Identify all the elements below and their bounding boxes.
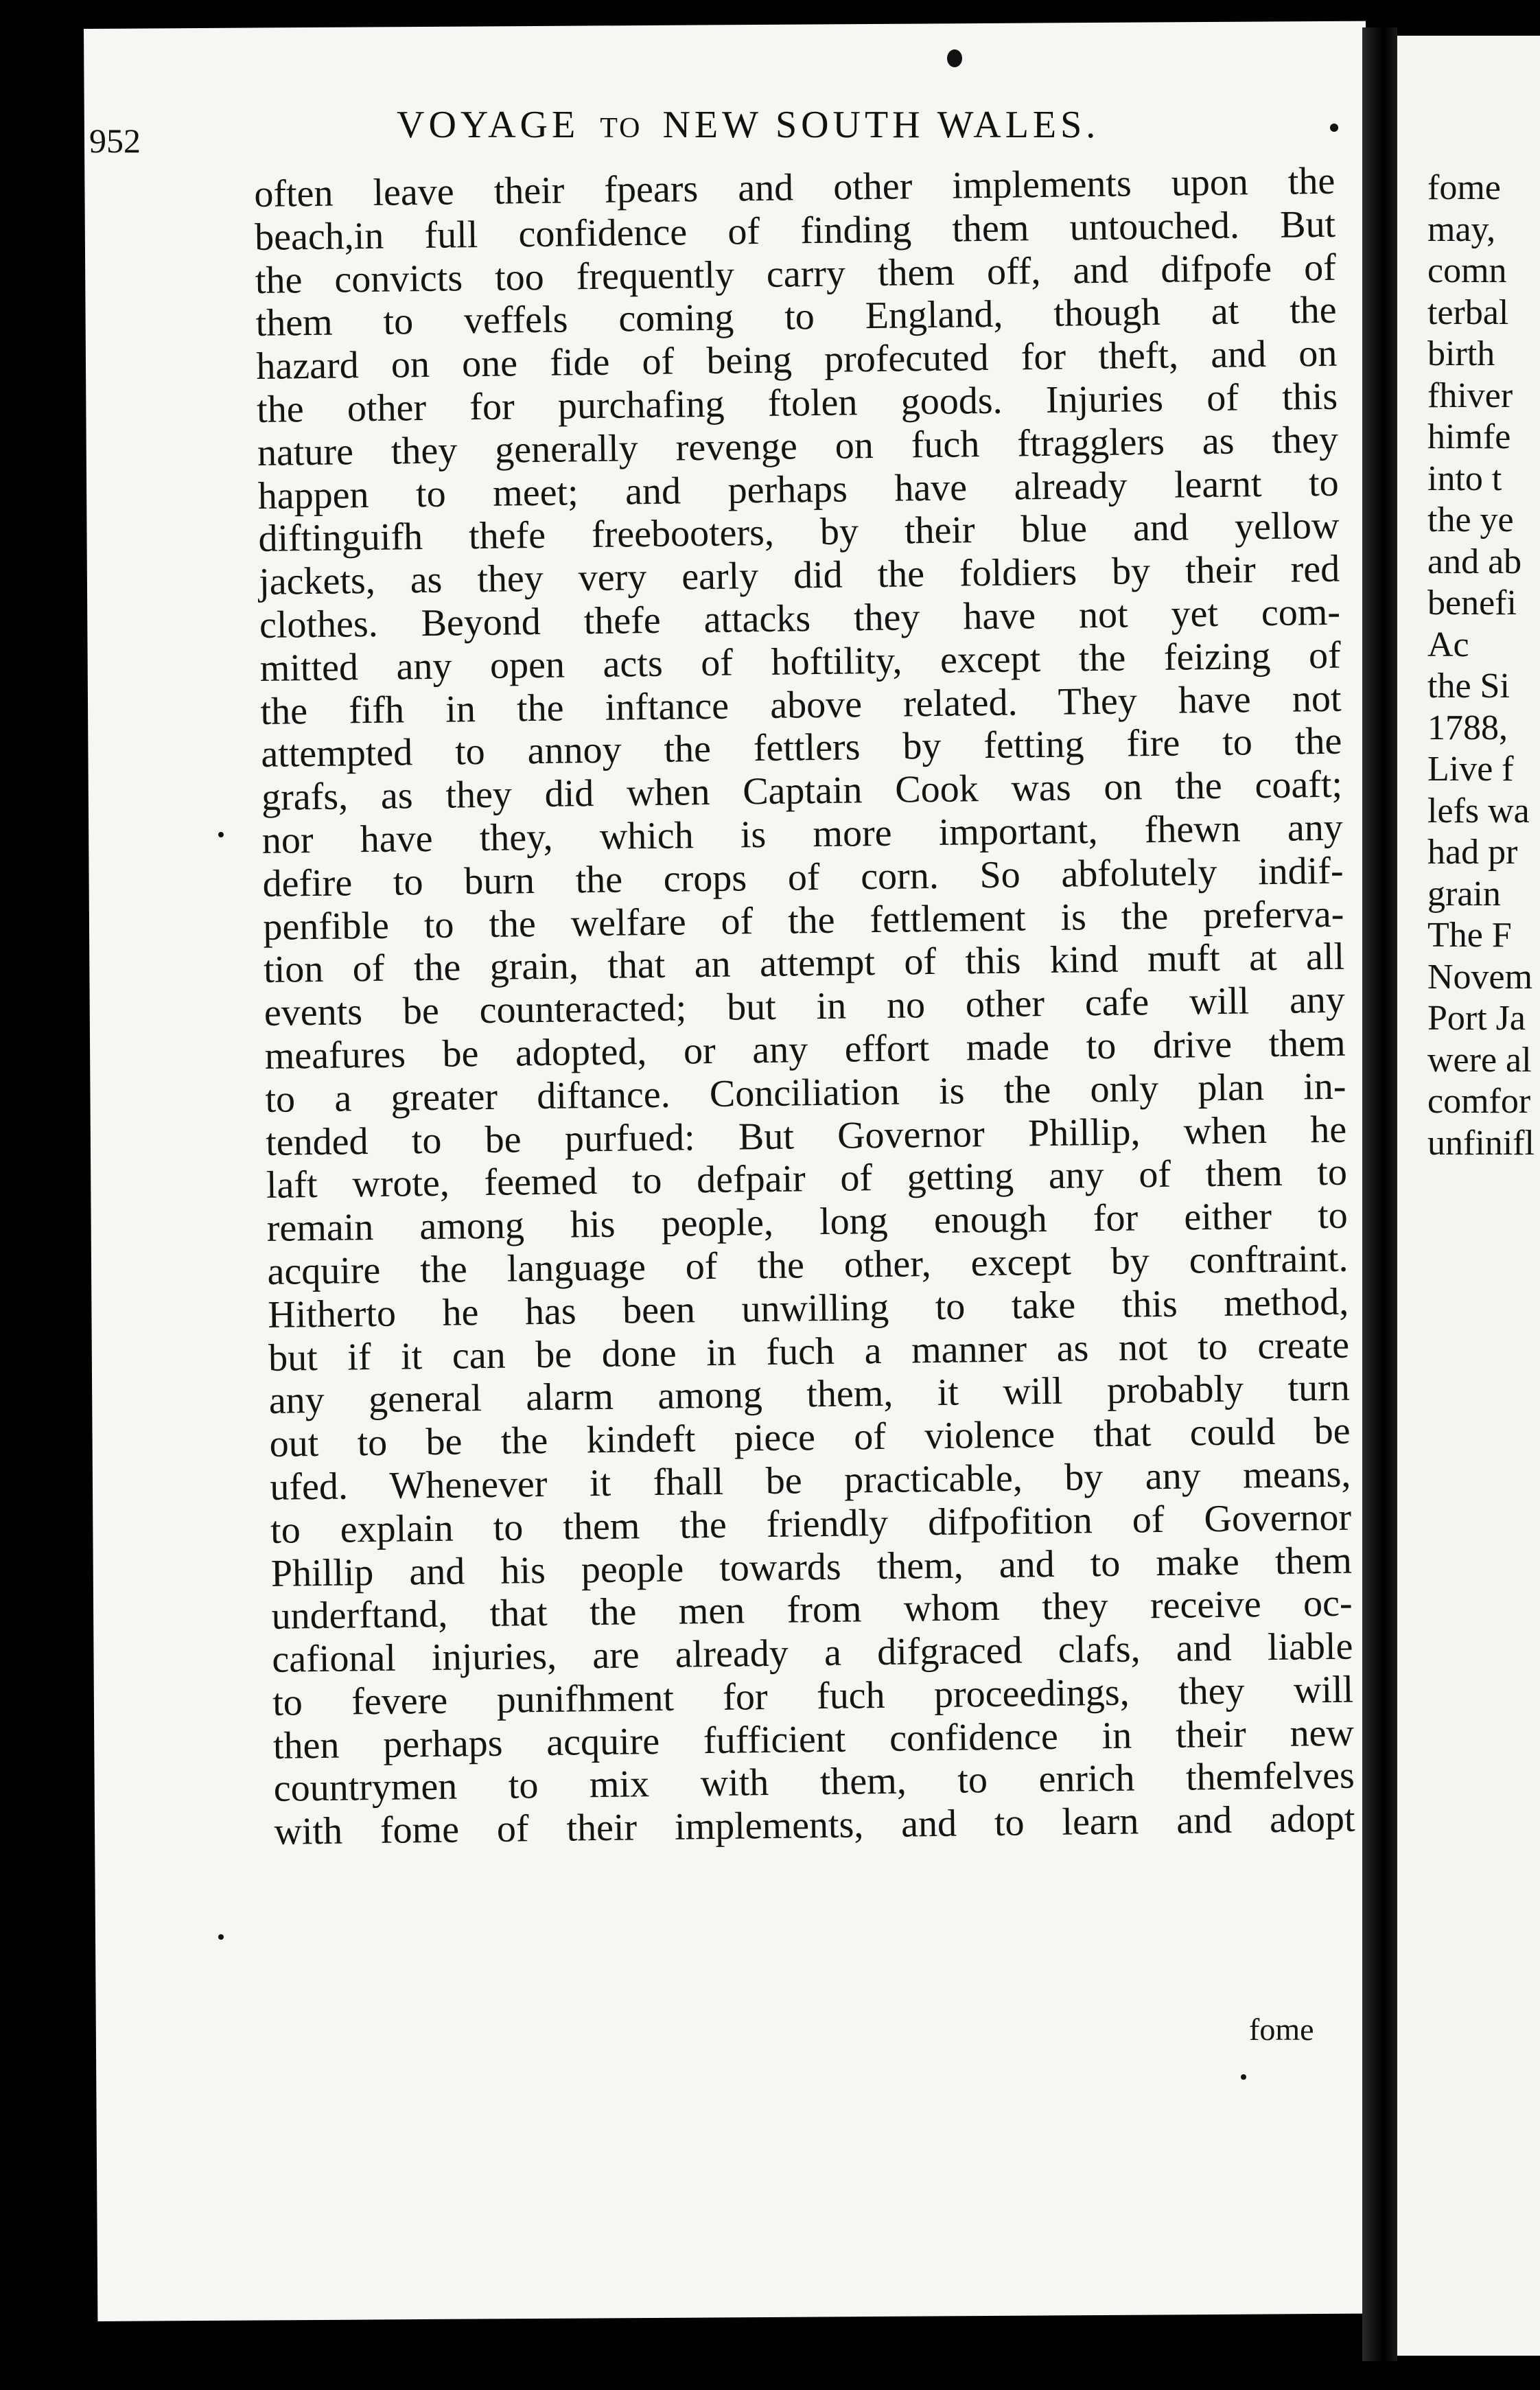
text-line: happen to meet; and perhaps have already learnt to (257, 461, 1340, 518)
text-line: to explain to them the friendly difpofition of Governor (270, 1496, 1352, 1552)
text-line: may, (1427, 209, 1496, 249)
gutter-shadow (1362, 27, 1397, 2361)
text-line: tended to be purfued: But Governor Phillip, when he (265, 1108, 1347, 1164)
ink-speck (1330, 124, 1338, 132)
text-line: were al (1427, 1040, 1532, 1080)
ink-speck (947, 49, 962, 67)
text-line: often leave their fpears and other implements upon the (254, 159, 1335, 216)
body-text (254, 159, 1373, 1853)
ink-speck (218, 832, 224, 837)
text-line: then perhaps acquire fufficient confidence in their new (272, 1711, 1355, 1767)
text-line: Live f (1427, 750, 1514, 789)
text-line: the convicts too frequently carry them off, and difpofe of (255, 246, 1337, 302)
text-line: nor have they, which is more important, fhewn any (261, 806, 1344, 862)
text-line: jackets, as they very early did the foldiers by their red (258, 547, 1340, 604)
text-line: fome (1427, 168, 1501, 207)
text-line: to fevere punifhment for fuch proceedings, they will (272, 1668, 1354, 1724)
running-head-part: TO (600, 113, 642, 144)
text-line: events be counteracted; but in no other cafe will any (264, 978, 1346, 1035)
text-line: any general alarm among them, it will probably turn (268, 1366, 1351, 1423)
text-line: comn (1427, 251, 1507, 290)
text-line: penfible to the welfare of the fettlement is the preferva- (263, 892, 1344, 949)
text-line: mitted any open acts of hoftility, except the feizing of (259, 634, 1342, 690)
text-line: to a greater diftance. Conciliation is the only plan in- (265, 1065, 1346, 1121)
text-line: himfe (1427, 417, 1511, 456)
text-line: beach,in full confidence of finding them untouched. But (254, 202, 1336, 259)
text-line: tion of the grain, that an attempt of this kind muft at all (263, 936, 1345, 992)
text-line: had pr (1427, 833, 1518, 872)
text-line: fhiver (1427, 375, 1513, 415)
text-line: lefs wa (1427, 791, 1530, 831)
text-line: grain (1427, 874, 1501, 914)
running-head-part: NEW SOUTH WALES. (662, 104, 1100, 146)
text-line: laft wrote, feemed to defpair of getting any of them to (266, 1150, 1348, 1207)
text-line: defire to burn the crops of corn. So abfolutely indif- (262, 849, 1344, 905)
text-line: hazard on one fide of being profecuted for theft, and on (256, 332, 1338, 388)
text-line: nature they generally revenge on fuch ftragglers as they (257, 418, 1339, 474)
text-line: out to be the kindeft piece of violence that could be (269, 1409, 1351, 1465)
text-line: acquire the language of the other, except by conftraint. (267, 1237, 1349, 1293)
ink-speck (218, 1934, 224, 1940)
text-line: diftinguifh thefe freebooters, by their blue and yellow (258, 504, 1340, 561)
text-line: the fifh in the inftance above related. They have not (260, 677, 1342, 733)
text-line: The F (1427, 916, 1512, 955)
text-line: into t (1427, 459, 1502, 498)
running-head (397, 103, 1099, 147)
text-line: remain among his people, long enough for either to (266, 1194, 1349, 1251)
ink-speck (1241, 2074, 1246, 2080)
right-page-text (1427, 167, 1540, 1164)
text-line: attempted to annoy the fettlers by fetting fire to the (260, 720, 1342, 776)
text-line: grafs, as they did when Captain Cook was on the coaft; (261, 763, 1343, 820)
text-line: Ac (1427, 625, 1469, 664)
text-line: the ye (1427, 500, 1514, 540)
running-head-part: VOYAGE (397, 104, 580, 146)
text-line: but if it can be done in fuch a manner as not to create (268, 1323, 1350, 1380)
page-number: 952 (89, 121, 141, 160)
text-line: benefi (1427, 583, 1517, 623)
catchword: fome (1249, 2012, 1314, 2047)
text-line: birth (1427, 334, 1495, 373)
text-line: clothes. Beyond thefe attacks they have not yet com- (259, 590, 1341, 647)
text-line: terbal (1427, 292, 1509, 332)
text-line: unfinifl (1427, 1123, 1535, 1163)
text-line: Hitherto he has been unwilling to take this method, (267, 1280, 1349, 1336)
text-line: ufed. Whenever it fhall be practicable, by any means, (270, 1452, 1351, 1509)
text-line: comfor (1427, 1082, 1531, 1121)
text-line: cafional injuries, are already a difgraced clafs, and liable (272, 1625, 1353, 1681)
text-line: 1788, (1427, 708, 1508, 747)
text-line: the other for purchafing ftolen goods. Injuries of this (256, 375, 1338, 431)
text-line: with fome of their implements, and to learn and adopt (274, 1797, 1355, 1854)
text-line: meafures be adopted, or any effort made to drive them (264, 1021, 1346, 1078)
text-line: countrymen to mix with them, to enrich themfelves (273, 1754, 1355, 1811)
text-line: Port Ja (1427, 999, 1526, 1038)
text-line: Phillip and his people towards them, and to make them (270, 1539, 1353, 1595)
text-line: and ab (1427, 542, 1522, 581)
text-line: the Si (1427, 666, 1510, 706)
text-line: Novem (1427, 957, 1533, 997)
text-line: underftand, that the men from whom they receive oc- (271, 1581, 1353, 1638)
text-line: them to veffels coming to England, though at the (255, 289, 1337, 345)
